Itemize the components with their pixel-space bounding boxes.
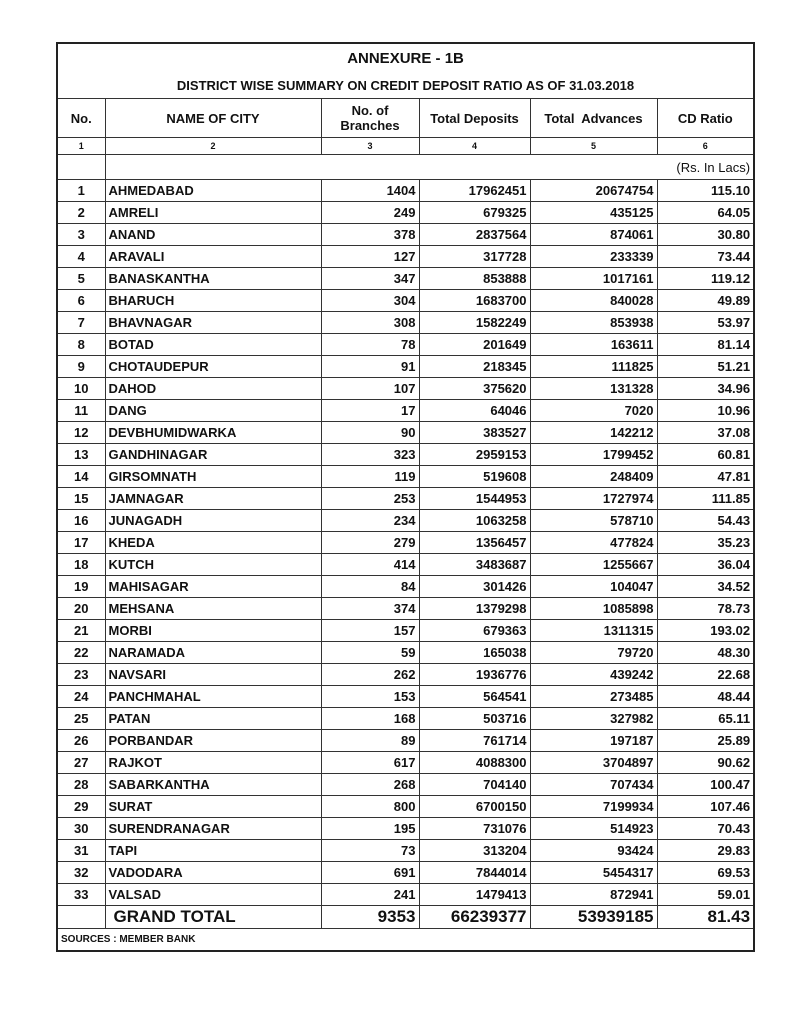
cell-cd-ratio: 53.97 [657, 312, 753, 334]
table-row [58, 840, 753, 862]
cell-cd-ratio: 90.62 [657, 752, 753, 774]
table-row [58, 510, 753, 532]
cell-branches: 127 [321, 246, 419, 268]
cell-advances: 439242 [530, 664, 657, 686]
cell-cd-ratio: 34.52 [657, 576, 753, 598]
table-row [58, 378, 753, 400]
cell-cd-ratio: 22.68 [657, 664, 753, 686]
cell-cd-ratio: 70.43 [657, 818, 753, 840]
cell-advances: 131328 [530, 378, 657, 400]
grand-total-spacer [58, 906, 105, 929]
cell-no: 6 [58, 290, 105, 312]
cell-cd-ratio: 65.11 [657, 708, 753, 730]
header-branches [321, 99, 419, 138]
subtitle-row [58, 72, 753, 99]
cell-advances: 477824 [530, 532, 657, 554]
cell-advances: 872941 [530, 884, 657, 906]
cell-deposits: 218345 [419, 356, 530, 378]
cell-deposits: 6700150 [419, 796, 530, 818]
cell-branches: 89 [321, 730, 419, 752]
cell-no: 13 [58, 444, 105, 466]
cell-branches: 374 [321, 598, 419, 620]
cell-advances: 707434 [530, 774, 657, 796]
cell-deposits: 17962451 [419, 180, 530, 202]
unit-spacer [58, 155, 105, 180]
grand-total-label: GRAND TOTAL [105, 906, 321, 929]
cell-city: GANDHINAGAR [105, 444, 321, 466]
cell-no: 23 [58, 664, 105, 686]
cell-cd-ratio: 30.80 [657, 224, 753, 246]
cell-city: BOTAD [105, 334, 321, 356]
cell-city: PANCHMAHAL [105, 686, 321, 708]
cell-cd-ratio: 111.85 [657, 488, 753, 510]
cell-no: 27 [58, 752, 105, 774]
cell-city: MEHSANA [105, 598, 321, 620]
cell-advances: 1017161 [530, 268, 657, 290]
cell-city: PATAN [105, 708, 321, 730]
cell-no: 1 [58, 180, 105, 202]
header-branches-line1: No. of [351, 103, 389, 118]
header-row [58, 99, 753, 138]
cell-branches: 241 [321, 884, 419, 906]
cell-city: SABARKANTHA [105, 774, 321, 796]
cell-city: RAJKOT [105, 752, 321, 774]
cell-advances: 853938 [530, 312, 657, 334]
cell-cd-ratio: 49.89 [657, 290, 753, 312]
column-number: 4 [419, 138, 530, 155]
grand-total-advances: 53939185 [530, 906, 657, 929]
cell-city: NARAMADA [105, 642, 321, 664]
cd-ratio-table [58, 44, 753, 950]
cell-no: 20 [58, 598, 105, 620]
cell-city: BHARUCH [105, 290, 321, 312]
cell-deposits: 4088300 [419, 752, 530, 774]
cell-advances: 20674754 [530, 180, 657, 202]
cell-branches: 378 [321, 224, 419, 246]
cell-branches: 308 [321, 312, 419, 334]
cell-city: SURAT [105, 796, 321, 818]
cell-branches: 17 [321, 400, 419, 422]
table-row [58, 356, 753, 378]
cell-deposits: 201649 [419, 334, 530, 356]
table-row [58, 268, 753, 290]
cell-cd-ratio: 29.83 [657, 840, 753, 862]
table-row [58, 730, 753, 752]
cell-branches: 157 [321, 620, 419, 642]
cell-branches: 90 [321, 422, 419, 444]
cell-cd-ratio: 48.44 [657, 686, 753, 708]
cell-cd-ratio: 47.81 [657, 466, 753, 488]
cell-deposits: 731076 [419, 818, 530, 840]
cell-deposits: 3483687 [419, 554, 530, 576]
cell-branches: 262 [321, 664, 419, 686]
cell-city: AMRELI [105, 202, 321, 224]
cell-no: 28 [58, 774, 105, 796]
table-row [58, 774, 753, 796]
cell-cd-ratio: 60.81 [657, 444, 753, 466]
cell-no: 15 [58, 488, 105, 510]
cell-city: DEVBHUMIDWARKA [105, 422, 321, 444]
cell-deposits: 2837564 [419, 224, 530, 246]
cell-city: AHMEDABAD [105, 180, 321, 202]
cell-branches: 304 [321, 290, 419, 312]
cell-city: VADODARA [105, 862, 321, 884]
cell-deposits: 853888 [419, 268, 530, 290]
cell-advances: 5454317 [530, 862, 657, 884]
cell-branches: 73 [321, 840, 419, 862]
grand-total-row [58, 906, 753, 929]
cell-deposits: 64046 [419, 400, 530, 422]
cell-no: 14 [58, 466, 105, 488]
cell-city: JUNAGADH [105, 510, 321, 532]
cell-cd-ratio: 51.21 [657, 356, 753, 378]
cell-cd-ratio: 81.14 [657, 334, 753, 356]
cell-advances: 1727974 [530, 488, 657, 510]
cell-advances: 1085898 [530, 598, 657, 620]
cell-cd-ratio: 10.96 [657, 400, 753, 422]
table-row [58, 642, 753, 664]
cell-advances: 1311315 [530, 620, 657, 642]
cell-deposits: 679325 [419, 202, 530, 224]
cell-deposits: 313204 [419, 840, 530, 862]
cell-advances: 7020 [530, 400, 657, 422]
cell-city: MORBI [105, 620, 321, 642]
table-row [58, 752, 753, 774]
cell-no: 5 [58, 268, 105, 290]
table-row [58, 818, 753, 840]
cell-cd-ratio: 119.12 [657, 268, 753, 290]
sources-note: SOURCES : MEMBER BANK [58, 929, 753, 951]
cell-advances: 578710 [530, 510, 657, 532]
cell-deposits: 2959153 [419, 444, 530, 466]
table-row [58, 862, 753, 884]
cell-no: 2 [58, 202, 105, 224]
cell-advances: 514923 [530, 818, 657, 840]
cell-cd-ratio: 35.23 [657, 532, 753, 554]
cell-deposits: 564541 [419, 686, 530, 708]
table-subtitle: DISTRICT WISE SUMMARY ON CREDIT DEPOSIT RATIO AS OF 31.03.2018 [58, 72, 753, 99]
cell-deposits: 1479413 [419, 884, 530, 906]
cell-no: 22 [58, 642, 105, 664]
cell-advances: 163611 [530, 334, 657, 356]
table-row [58, 576, 753, 598]
cell-cd-ratio: 78.73 [657, 598, 753, 620]
cell-deposits: 1379298 [419, 598, 530, 620]
cell-no: 29 [58, 796, 105, 818]
cell-advances: 327982 [530, 708, 657, 730]
table-row [58, 224, 753, 246]
table-row [58, 422, 753, 444]
cell-city: NAVSARI [105, 664, 321, 686]
cell-city: SURENDRANAGAR [105, 818, 321, 840]
cell-deposits: 1063258 [419, 510, 530, 532]
cell-city: PORBANDAR [105, 730, 321, 752]
table-row [58, 180, 753, 202]
cell-no: 9 [58, 356, 105, 378]
cell-advances: 273485 [530, 686, 657, 708]
header-no: No. [58, 99, 105, 138]
cell-advances: 1799452 [530, 444, 657, 466]
cell-branches: 414 [321, 554, 419, 576]
cell-no: 10 [58, 378, 105, 400]
cell-no: 11 [58, 400, 105, 422]
cell-branches: 323 [321, 444, 419, 466]
table-row [58, 664, 753, 686]
cell-branches: 84 [321, 576, 419, 598]
cell-city: BHAVNAGAR [105, 312, 321, 334]
table-row [58, 884, 753, 906]
cell-branches: 107 [321, 378, 419, 400]
cell-no: 19 [58, 576, 105, 598]
cell-branches: 168 [321, 708, 419, 730]
cell-city: CHOTAUDEPUR [105, 356, 321, 378]
cell-branches: 153 [321, 686, 419, 708]
cell-cd-ratio: 34.96 [657, 378, 753, 400]
cell-cd-ratio: 64.05 [657, 202, 753, 224]
header-deposits: Total Deposits [419, 99, 530, 138]
cell-no: 7 [58, 312, 105, 334]
cell-cd-ratio: 48.30 [657, 642, 753, 664]
grand-total-cd-ratio: 81.43 [657, 906, 753, 929]
cell-branches: 195 [321, 818, 419, 840]
cell-city: VALSAD [105, 884, 321, 906]
cell-advances: 79720 [530, 642, 657, 664]
cell-branches: 249 [321, 202, 419, 224]
cell-deposits: 761714 [419, 730, 530, 752]
cell-cd-ratio: 37.08 [657, 422, 753, 444]
cell-deposits: 7844014 [419, 862, 530, 884]
table-row [58, 686, 753, 708]
cell-no: 25 [58, 708, 105, 730]
cell-cd-ratio: 193.02 [657, 620, 753, 642]
cell-cd-ratio: 25.89 [657, 730, 753, 752]
column-number: 5 [530, 138, 657, 155]
header-branches-line2: Branches [340, 118, 400, 133]
table-row [58, 466, 753, 488]
cell-city: KHEDA [105, 532, 321, 554]
column-number: 3 [321, 138, 419, 155]
cell-branches: 59 [321, 642, 419, 664]
cell-no: 18 [58, 554, 105, 576]
cell-advances: 874061 [530, 224, 657, 246]
cell-deposits: 1582249 [419, 312, 530, 334]
column-number-row [58, 138, 753, 155]
table-row [58, 554, 753, 576]
cell-branches: 347 [321, 268, 419, 290]
cell-deposits: 1936776 [419, 664, 530, 686]
cell-no: 24 [58, 686, 105, 708]
cell-cd-ratio: 115.10 [657, 180, 753, 202]
cell-city: JAMNAGAR [105, 488, 321, 510]
table-row [58, 312, 753, 334]
cell-no: 17 [58, 532, 105, 554]
column-number: 2 [105, 138, 321, 155]
annexure-sheet [56, 42, 755, 952]
table-row [58, 620, 753, 642]
header-city: NAME OF CITY [105, 99, 321, 138]
cell-deposits: 165038 [419, 642, 530, 664]
cell-advances: 840028 [530, 290, 657, 312]
cell-branches: 691 [321, 862, 419, 884]
cell-city: DAHOD [105, 378, 321, 400]
table-row [58, 246, 753, 268]
cell-no: 3 [58, 224, 105, 246]
cell-cd-ratio: 69.53 [657, 862, 753, 884]
cell-deposits: 1683700 [419, 290, 530, 312]
cell-advances: 93424 [530, 840, 657, 862]
cell-no: 33 [58, 884, 105, 906]
column-number: 6 [657, 138, 753, 155]
annexure-title: ANNEXURE - 1B [347, 49, 464, 67]
table-row [58, 532, 753, 554]
cell-advances: 7199934 [530, 796, 657, 818]
unit-note: (Rs. In Lacs) [105, 155, 753, 180]
cell-advances: 142212 [530, 422, 657, 444]
table-row [58, 796, 753, 818]
table-row [58, 400, 753, 422]
cell-branches: 234 [321, 510, 419, 532]
cell-city: TAPI [105, 840, 321, 862]
sources-row [58, 929, 753, 951]
grand-total-branches: 9353 [321, 906, 419, 929]
cell-deposits: 1356457 [419, 532, 530, 554]
cell-deposits: 301426 [419, 576, 530, 598]
table-row [58, 290, 753, 312]
cell-deposits: 383527 [419, 422, 530, 444]
cell-cd-ratio: 36.04 [657, 554, 753, 576]
cell-advances: 1255667 [530, 554, 657, 576]
title-row [58, 44, 753, 72]
cell-no: 31 [58, 840, 105, 862]
cell-no: 26 [58, 730, 105, 752]
table-body [58, 180, 753, 906]
cell-deposits: 519608 [419, 466, 530, 488]
cell-no: 4 [58, 246, 105, 268]
cell-branches: 91 [321, 356, 419, 378]
cell-advances: 233339 [530, 246, 657, 268]
cell-deposits: 317728 [419, 246, 530, 268]
cell-deposits: 679363 [419, 620, 530, 642]
cell-branches: 617 [321, 752, 419, 774]
cell-branches: 78 [321, 334, 419, 356]
column-number: 1 [58, 138, 105, 155]
table-row [58, 444, 753, 466]
grand-total-deposits: 66239377 [419, 906, 530, 929]
cell-no: 8 [58, 334, 105, 356]
cell-deposits: 375620 [419, 378, 530, 400]
cell-no: 12 [58, 422, 105, 444]
cell-branches: 279 [321, 532, 419, 554]
cell-city: BANASKANTHA [105, 268, 321, 290]
cell-advances: 435125 [530, 202, 657, 224]
cell-city: KUTCH [105, 554, 321, 576]
cell-cd-ratio: 59.01 [657, 884, 753, 906]
cell-advances: 197187 [530, 730, 657, 752]
cell-no: 16 [58, 510, 105, 532]
header-cd-ratio: CD Ratio [657, 99, 753, 138]
unit-row [58, 155, 753, 180]
cell-no: 21 [58, 620, 105, 642]
cell-deposits: 503716 [419, 708, 530, 730]
cell-advances: 248409 [530, 466, 657, 488]
cell-city: GIRSOMNATH [105, 466, 321, 488]
cell-cd-ratio: 73.44 [657, 246, 753, 268]
cell-branches: 253 [321, 488, 419, 510]
table-row [58, 598, 753, 620]
cell-branches: 800 [321, 796, 419, 818]
cell-city: DANG [105, 400, 321, 422]
cell-advances: 3704897 [530, 752, 657, 774]
header-advances: Total Advances [530, 99, 657, 138]
cell-deposits: 704140 [419, 774, 530, 796]
cell-city: ANAND [105, 224, 321, 246]
cell-no: 32 [58, 862, 105, 884]
cell-cd-ratio: 54.43 [657, 510, 753, 532]
cell-no: 30 [58, 818, 105, 840]
cell-deposits: 1544953 [419, 488, 530, 510]
table-row [58, 334, 753, 356]
cell-cd-ratio: 100.47 [657, 774, 753, 796]
cell-city: MAHISAGAR [105, 576, 321, 598]
cell-branches: 268 [321, 774, 419, 796]
cell-city: ARAVALI [105, 246, 321, 268]
table-row [58, 708, 753, 730]
cell-advances: 111825 [530, 356, 657, 378]
cell-branches: 119 [321, 466, 419, 488]
table-row [58, 488, 753, 510]
cell-cd-ratio: 107.46 [657, 796, 753, 818]
table-row [58, 202, 753, 224]
cell-advances: 104047 [530, 576, 657, 598]
cell-branches: 1404 [321, 180, 419, 202]
